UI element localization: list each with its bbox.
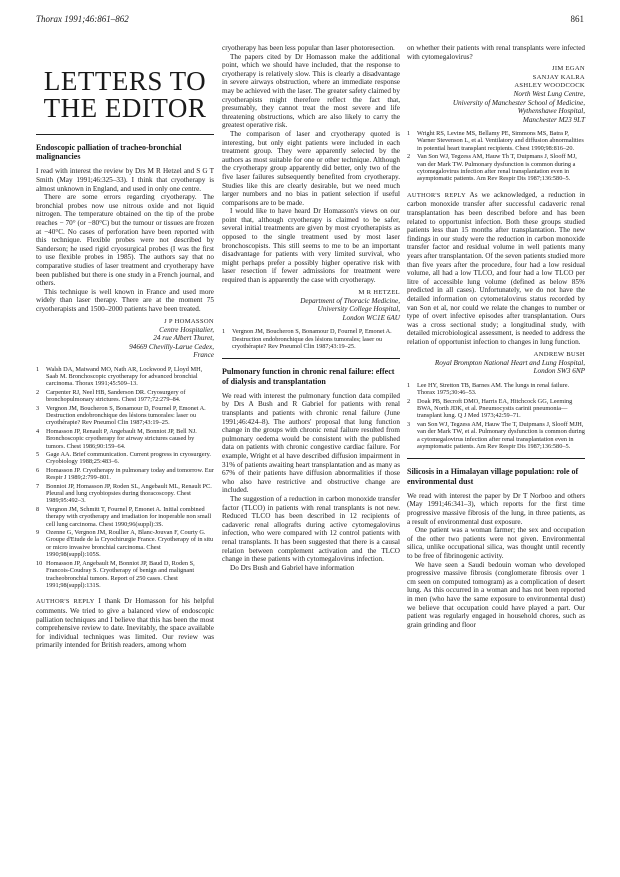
reference xyxy=(407,421,585,451)
author-name: ANDREW BUSH xyxy=(533,350,585,358)
reference-number: 9 xyxy=(36,529,40,537)
column-2 xyxy=(222,44,400,572)
author-name: J P HOMASSON xyxy=(164,317,214,325)
paragraph: I read with interest the review by Drs M R Hetzel and S G T Smith (May 1991;46:325–33). I think that cryotherapy is almost unknown in England, and used in only one centre. xyxy=(36,167,214,193)
paragraph: There are some errors regarding cryotherapy. The bronchial probes now use nitrous oxide and not liquid nitrogen. The temperature obtained on the tip of the probe reaches − 70° (or −80°C) but the tumour or tissues are frozen at −40°C. No cases of perforation have been reported with this technique. Flexible probes were not described by Sanderson; he used rigid cryosurgical probes (I was the first to use flexible probes in 1985). The authors say that no comparative studies of laser treatment and cryotherapy have been published but there is one study in a French journal, and others. xyxy=(36,193,214,288)
reference-number: 7 xyxy=(36,482,40,490)
affiliation-line: London WC1E 6AU xyxy=(342,313,400,322)
page-number: 861 xyxy=(570,14,584,24)
paragraph: One patient was a woman farmer; the sex and occupation of the other two patients were not given. Environmental silica, unlike occupational silica, was thought until recently to be free of fibrinogenic activity. xyxy=(407,526,585,560)
reference-number: 3 xyxy=(36,404,40,412)
reference xyxy=(407,398,585,420)
reference xyxy=(407,382,585,397)
signature-homasson xyxy=(36,318,214,360)
signature-hetzel xyxy=(222,289,400,323)
reply-text: As we acknowledged, a reduction in carbon monoxide transfer after successful cadaveric renal transplantation has been described before and has been related to opportunist infection. Both these groups studied patients less than 15 months after transplantation. The new findings in our study were the reduction in carbon monoxide transfer factor and residual volume in well patients many years after transplantation. Of the seven patients studied more than five years after the procedure, four had a low residual volume, all had a low TLCO, and four had a low TLCO per litre of accessible lung volume (defined as below 85% predicted in all cases). Unfortunately, we do not have the detailed information on cytometalovirus status recorded by van Son et al, nor could we relate the changes to number or type of overt infective episodes after transplantation. Ours was a cross sectional study; a longitudinal study, with detailed microbiological assessment, is needed to address the relation of opportunist infection to changes in lung function. xyxy=(407,190,586,346)
running-header xyxy=(36,14,584,28)
reference-number: 1 xyxy=(407,130,411,138)
reference-text: Wright RS, Levine MS, Bellamy PE, Simmons MS, Batra P, Warner Stevenson L, et al. Ventilatory and diffusion abnormalities in potential heart transplant recipients. Chest 1990;98:816–20. xyxy=(417,130,584,152)
author-reply xyxy=(407,191,585,347)
reference xyxy=(36,467,214,482)
reference-text: Vergnon JM, Boucheron S, Bonamour D, Fournel P, Emonet A. Destruction endobronchique des lésions tumorales; laser ou cryothérapie? Rev Pneumol Clin 1987;43:19–25. xyxy=(232,328,392,351)
reference-number: 2 xyxy=(36,388,40,396)
reference-number: 1 xyxy=(36,365,40,373)
affiliation-line: Centre Hospitalier, xyxy=(159,325,214,334)
paragraph: on whether their patients with renal transplants were infected with cytomegalovirus? xyxy=(407,44,585,61)
affiliation-line: University of Manchester School of Medicine, xyxy=(452,98,585,107)
reference-text: Carpenter RJ, Neel HB, Sanderson DR. Cryosurgery of bronchopulmonary strictures. Chest 1977;72:279–84. xyxy=(46,388,186,404)
column-3 xyxy=(407,44,585,629)
affiliation-line: France xyxy=(193,351,214,360)
reference-number: 4 xyxy=(36,427,40,435)
reference-text: Homasson JP. Cryotherapy in pulmonary today and tomorrow. Eur Respir J 1989;2:799–801. xyxy=(46,466,214,482)
reference-number: 2 xyxy=(407,153,411,161)
paragraph: This technique is well known in France and used more widely than laser therapy. There are at the moment 75 cryotherapists and 1500–2000 patients have been treated. xyxy=(36,287,214,313)
reply-lead: AUTHOR'S REPLY xyxy=(36,598,95,606)
affiliation-line: Manchester M23 9LT xyxy=(522,115,585,124)
paragraph: I would like to have heard Dr Homasson's views on our point that, although cryotherapy is claimed to be safer, several initial treatments are given by most cryotherapists as opposed to the single treatment used by most laser bronchoscopists. This still seems to me to be an important disadvantage for patients with very limited survival, who might perhaps prefer a possibly higher operative risk with laser resection if fewer admissions for treatment were required than is apparently the case with cryotherapy. xyxy=(222,207,400,285)
affiliation-line: Royal Brompton National Heart and Lung Hospital, xyxy=(434,358,585,367)
article-rule xyxy=(407,458,585,459)
paragraph: We have seen a Saudi bedouin woman who developed progressive massive fibrosis (conglomerate fibrosis over 1 cm seen on computed tomogram) as a complication of desert lung. As this occurred in a woman and has not been reported in men (who have the same exposure to environmental dust) we believe that occupation could have played a part. Our patient was regularly engaged in household chores, such as grain grinding and floor xyxy=(407,560,585,629)
reply-text: I thank Dr Homasson for his helpful comments. We tried to give a balanced view of endoscopic palliation techniques and I believe that this has been the most comprehensive review to date. Inevitably, the space available for individual techniques was limited. Our review was primarily intended for British readers, among whom xyxy=(36,597,215,650)
reference xyxy=(407,153,585,183)
reference xyxy=(36,483,214,505)
reference-text: Lee HY, Stretton TB, Barnes AM. The lungs in renal failure. Thorax 1975;30:46–53. xyxy=(417,381,570,397)
affiliation-line: 24 rue Albert Thuret, xyxy=(153,334,214,343)
signature-bush xyxy=(407,351,585,376)
reference-text: Vergnon JM, Boucheron S, Bonamour D, Fournel P, Emonet A. Destruction endobronchique des lésions tumorales: laser ou cryothérapie? Rev Pneumol Clin 1987;43:19–25. xyxy=(46,404,206,427)
reference xyxy=(222,328,400,350)
reference-number: 1 xyxy=(407,381,411,389)
column-1 xyxy=(36,44,214,650)
author-name: M R HETZEL xyxy=(358,288,400,296)
author-reply xyxy=(36,597,214,650)
reference xyxy=(36,389,214,404)
reference xyxy=(36,366,214,388)
reference-number: 1 xyxy=(222,328,226,336)
reference-text: Gage AA. Brief communication. Current progress in cryosurgery. Cryobiology 1988;25:483–6. xyxy=(46,451,211,466)
reference-text: Ozenne G, Vergnon JM, Roullier A, Blanc-Jouvan F, Courty G. Groupe d'Etude de la Cryochirurgie France. Cryotherapy of in situ or micro invasive bronchial carcinoma. Chest 1990;98(suppl):105S. xyxy=(46,529,214,559)
reference-text: Bonniot JP, Homasson JP, Roden SL, Angebault ML, Renault PC. Pleural and lung cryobiopsies during thoracoscopy. Chest 1989;95:492–3. xyxy=(46,482,212,505)
journal-citation: Thorax 1991;46:861–862 xyxy=(36,14,129,24)
article-title-silicosis: Silicosis in a Himalayan village population: role of environmental dust xyxy=(407,467,579,486)
reference xyxy=(36,529,214,559)
reference-number: 3 xyxy=(407,420,411,428)
reference-text: Van Son WJ, Tegzess AM, Hauw Th T, Duipmans J, Slooff MJ, van der Mark TW. Pulmonary dysfunction is common during a cytomegalovirus infection after renal transplantation even in asymptomatic patients. Am Rev Respir Dis 1987;136:580–5. xyxy=(417,153,577,183)
reference-text: Homasson JP, Angebault M, Bonniot JP, Baud D, Roden S, Francois-Coudray S. Cryotherapy of benign and malignant tracheobronchial tumors. Report of 250 cases. Chest 1991;98(suppl):131S. xyxy=(46,559,195,589)
reference xyxy=(36,428,214,450)
paragraph: cryotherapy has been less popular than laser photoresection. xyxy=(222,44,395,52)
reference-number: 8 xyxy=(36,505,40,513)
reference-list xyxy=(222,328,400,350)
paragraph: We read with interest the paper by Dr T Norboo and others (May 1991;46:341–3), which reports for the first time progressive massive fibrosis of the lung, in three patients, as a result of environmental dust exposure. xyxy=(407,491,585,526)
author-name: ASHLEY WOODCOCK xyxy=(514,82,585,89)
reference-number: 2 xyxy=(407,397,411,405)
article-rule xyxy=(222,358,400,359)
paragraph: The comparison of laser and cryotherapy quoted is interesting, but only eight patients were included in each treatment group. They were apparently selected by the authors as most suitable for one or other technique. Although the cryotherapy group apparently did better, only two of the five laser failures subsequently benefited from cryotherapy. Studies like this are clearly desirable, but we need much larger numbers and no bias in patient selection if useful comparisons are to be made. xyxy=(222,129,400,207)
paragraph: The suggestion of a reduction in carbon monoxide transfer factor (TLCO) in patients with renal transplants is not new. Reduced TLCO has been described in 12 recipients of cadaveric renal allografts during active cytomegalovirus infection, who were compared with 12 control patients with renal transplants. It has been suggested that there is a causal relation between complement activation and the TLCO change in these patients with cytomegalovirus infection. xyxy=(222,495,400,564)
affiliation-line: Department of Thoracic Medicine, xyxy=(300,297,400,306)
reference-text: Walsh DA, Maiwand MO, Nath AR, Lockwood P, Lloyd MH, Saab M. Bronchoscopic cryotherapy for advanced bronchial carcinoma. Thorax 1991;45:509–13. xyxy=(46,365,203,388)
paragraph: Do Drs Bush and Gabriel have information xyxy=(230,563,355,572)
section-title: LETTERS TO THE EDITOR xyxy=(43,66,207,123)
reference-list xyxy=(407,130,585,183)
reference-text: Homasson JP, Renault P, Angebault M, Bonniot JP, Bell NJ. Bronchoscopic cryotherapy for airway strictures caused by tumors. Chest 1986;90:159–64. xyxy=(46,427,197,450)
reference xyxy=(36,506,214,528)
title-rule xyxy=(36,134,214,135)
paragraph: We read with interest the pulmonary function data compiled by Drs A Bush and R Gabriel for patients with renal transplants and patients with chronic renal failure (June 1991;46:424–8). The authors' proposal that lung function change in the groups with chronic renal failure resulted from pulmonary oedema would be consistent with the published data on patients with chronic congestive cardiac failure. For example, Wright et al have described diffusion impairment in 31% of patients awaiting heart transplantation and as many as 67% of their patients have diffusion abnormalities if those who also have restrictive and obstructive change are included. xyxy=(222,391,400,495)
reference-number: 10 xyxy=(36,559,43,567)
author-name: JIM EGAN xyxy=(552,65,585,73)
reference-number: 5 xyxy=(36,451,40,458)
affiliation-line: Wythenshawe Hospital, xyxy=(517,107,585,116)
reference xyxy=(36,560,214,590)
affiliation-line: University College Hospital, xyxy=(317,305,400,314)
reference xyxy=(36,451,214,466)
affiliation-line: 94669 Chevilly-Larue Cedex, xyxy=(129,342,214,351)
reference-text: Vergnon JM, Schmitt T, Fournel P, Emonet A. Initial combined therapy with cryotherapy and irradiation for inoperable non small cell lung carcinoma. Chest 1990;96(suppl):3S. xyxy=(46,505,212,528)
reference-text: van Son WJ, Tegzess AM, Hauw The T, Duipmans J, Slooff MJH, van der Mark TW, et al. Pulmonary dysfunction is common during a cytomegalovirus infection after renal transplantation even in asymptomatic patients. Am Rev Respir Dis 1987;136:580–5. xyxy=(417,420,585,451)
reference xyxy=(407,130,585,152)
reference xyxy=(36,405,214,427)
article-title-pulmonary: Pulmonary function in chronic renal failure: effect of dialysis and transplantation xyxy=(222,367,395,386)
signature-egan xyxy=(407,65,585,124)
paragraph: The papers cited by Dr Homasson make the additional point, which we should have included, that the response to cryotherapy is relatively slow. This is clearly a disadvantage in severe airways obstruction, where an immediate response may be achieved with the laser. The greater safety claimed by cryotherapists might therefore reflect the fact that, presumably, they cannot treat the most severe and life threatening obstructions, which are also likely to carry the greatest operative risk. xyxy=(222,52,400,130)
reference-text: Doak PB, Becroft DMO, Harris EA, Hitchcock GG, Leeming BWA, North JDK, et al. Pneumocystis carinii pneumonia—transplant lung. Q J Med 1973;42:59–71. xyxy=(417,397,573,420)
reference-list xyxy=(407,382,585,451)
reference-list xyxy=(36,366,214,590)
article-title-endoscopic: Endoscopic palliation of tracheo-bronchial malignancies xyxy=(36,143,182,162)
reply-lead: AUTHOR'S REPLY xyxy=(407,191,466,199)
affiliation-line: London SW3 6NP xyxy=(533,367,585,376)
author-name: SANJAY KALRA xyxy=(532,73,585,81)
reference-number: 6 xyxy=(36,466,40,474)
affiliation-line: North West Lung Centre, xyxy=(513,90,585,99)
